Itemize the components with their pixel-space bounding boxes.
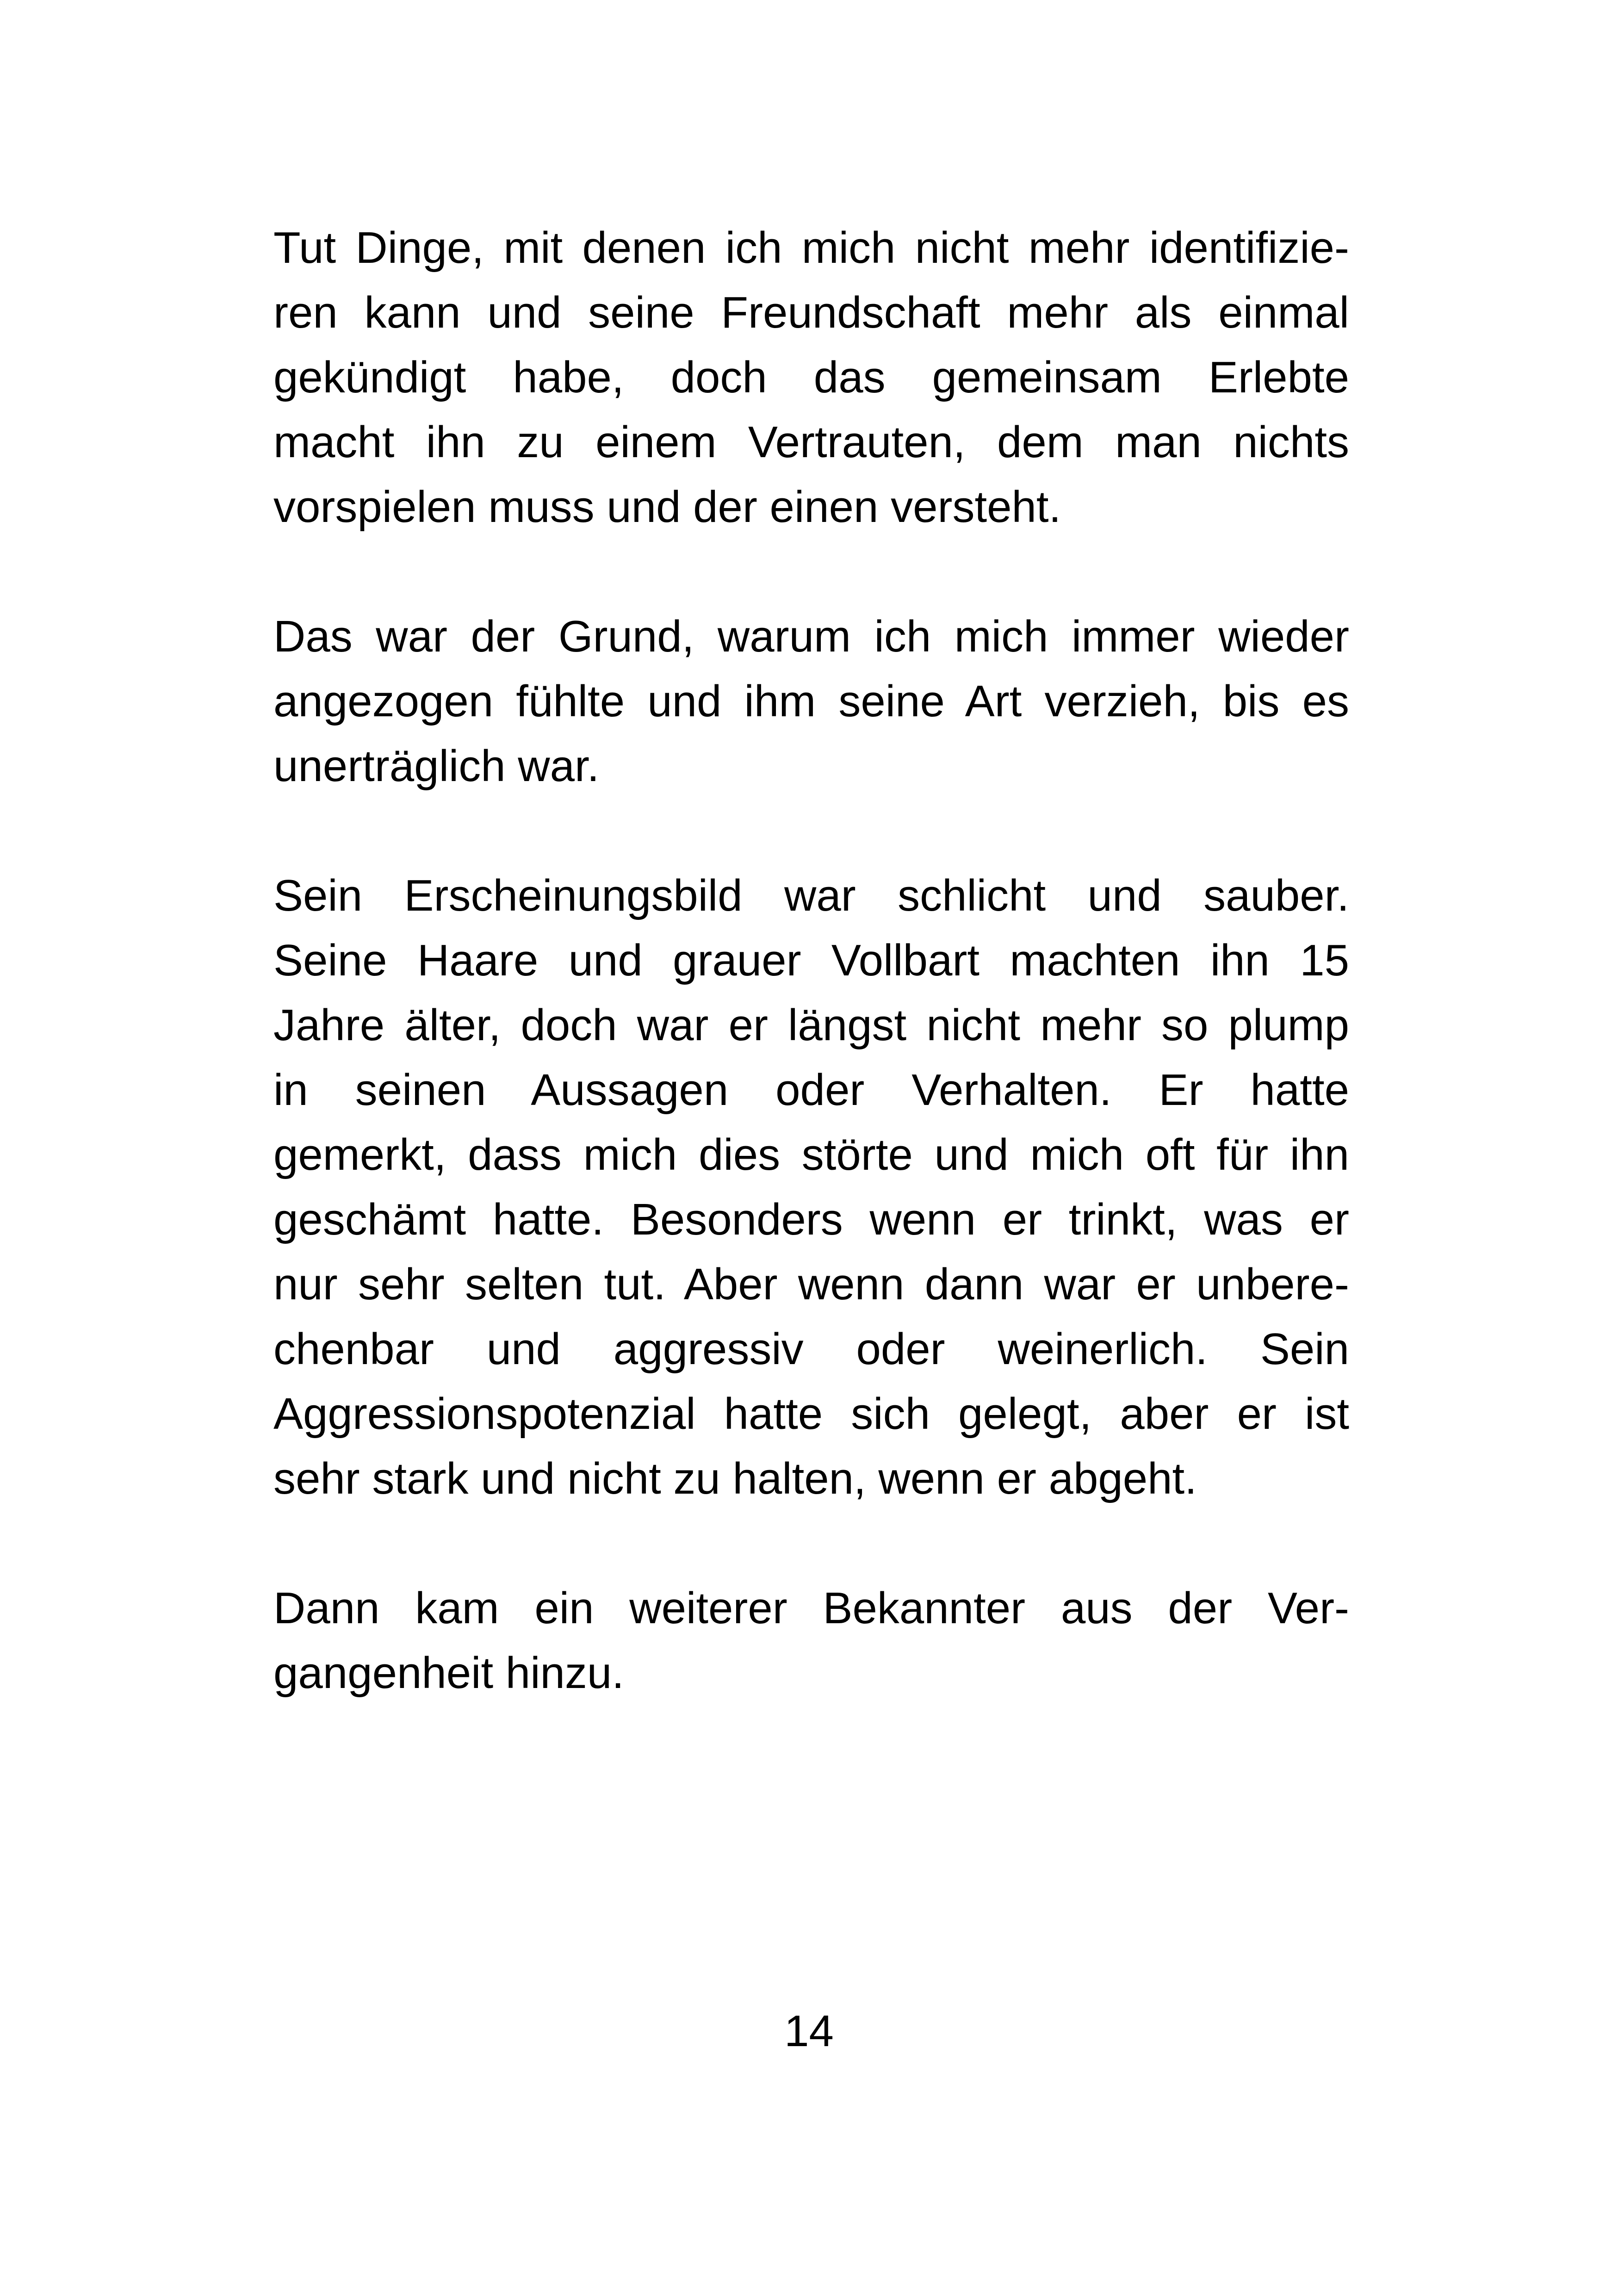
text-line: Das war der Grund, warum ich mich immer wieder [273, 612, 1349, 661]
paragraph-3 [273, 863, 1349, 1511]
text-line: gekündigt habe, doch das gemeinsam Erlebte [273, 353, 1349, 402]
text-line: Jahre älter, doch war er längst nicht mehr so plump [273, 1000, 1349, 1050]
text-line: macht ihn zu einem Vertrauten, dem man nichts [273, 417, 1349, 467]
text-line: unerträglich war. [273, 741, 600, 791]
paragraph-1 [273, 216, 1349, 540]
page-number: 14 [784, 2006, 834, 2056]
text-line: in seinen Aussagen oder Verhalten. Er hatte [273, 1065, 1349, 1115]
body-text [273, 216, 1349, 1770]
paragraph-2 [273, 604, 1349, 799]
text-line: gangenheit hinzu. [273, 1648, 624, 1698]
text-line: chenbar und aggressiv oder weinerlich. Sein [273, 1324, 1349, 1374]
text-line: Tut Dinge, mit denen ich mich nicht mehr identifizie- [273, 223, 1349, 273]
text-line: gemerkt, dass mich dies störte und mich oft für ihn [273, 1130, 1349, 1179]
text-line: vorspielen muss und der einen versteht. [273, 482, 1061, 532]
text-line: Dann kam ein weiterer Bekannter aus der Ver- [273, 1583, 1349, 1633]
text-line: Seine Haare und grauer Vollbart machten ihn 15 [273, 936, 1349, 985]
text-line: angezogen fühlte und ihm seine Art verzieh, bis es [273, 676, 1349, 726]
text-line: ren kann und seine Freundschaft mehr als einmal [273, 288, 1349, 337]
text-line: Sein Erscheinungsbild war schlicht und sauber. [273, 871, 1349, 920]
paragraph-4 [273, 1576, 1349, 1706]
text-line: sehr stark und nicht zu halten, wenn er abgeht. [273, 1454, 1197, 1503]
text-line: nur sehr selten tut. Aber wenn dann war er unbere- [273, 1260, 1349, 1309]
text-line: Aggressionspotenzial hatte sich gelegt, aber er ist [273, 1389, 1349, 1439]
text-line: geschämt hatte. Besonders wenn er trinkt, was er [273, 1195, 1349, 1244]
